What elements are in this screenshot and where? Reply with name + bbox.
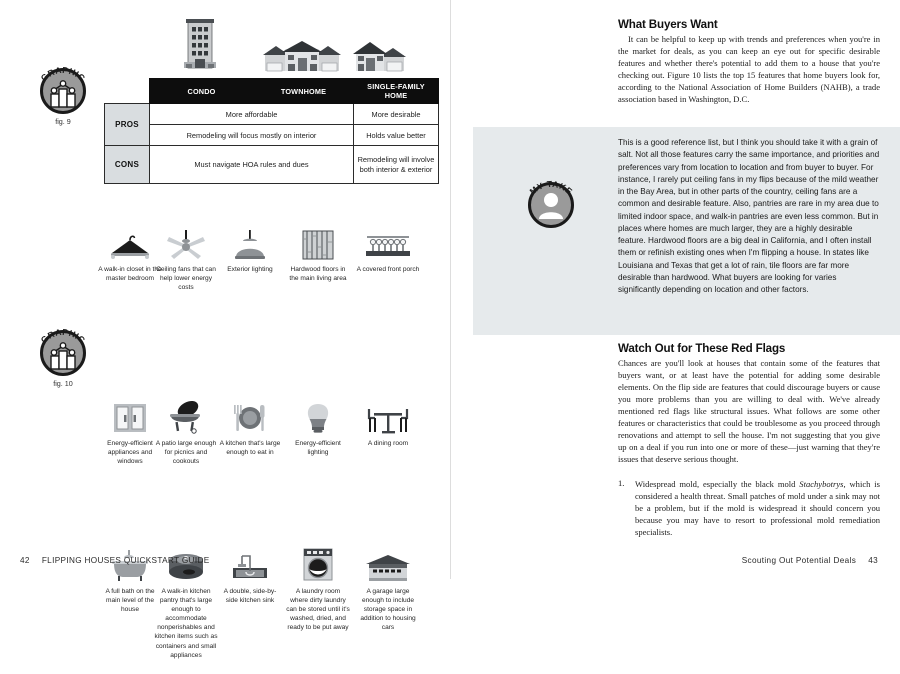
feature-caption: A patio large enough for picnics and cookouts xyxy=(155,440,217,466)
right-footer-title: Scouting Out Potential Deals xyxy=(741,556,857,565)
cell-pros2-single-family: Holds value better xyxy=(354,125,439,146)
bar-chart-icon xyxy=(40,68,86,114)
right-page-footer xyxy=(742,556,878,565)
svg-text:GRAPHIC: GRAPHIC xyxy=(38,326,88,346)
header-blank xyxy=(105,79,150,104)
icon-art xyxy=(98,396,162,434)
bar-chart-icon xyxy=(40,330,86,376)
list-text-before: Widespread mold, especially the black mold xyxy=(635,479,800,489)
left-page xyxy=(0,0,450,659)
feature-caption: A walk-in closet in the master bedroom xyxy=(98,266,162,283)
icon-art xyxy=(356,396,420,434)
left-footer-title: FLIPPING HOUSES QUICKSTART GUIDE xyxy=(41,556,210,565)
feature-cell-kitchen-sink xyxy=(218,544,282,605)
feature-caption: A double, side-by-side kitchen sink xyxy=(223,588,277,605)
front-porch-icon xyxy=(365,234,411,260)
list-item xyxy=(618,478,880,538)
townhome-icon-cell xyxy=(252,39,352,78)
single-family-house-icon xyxy=(352,39,406,73)
right-page xyxy=(450,0,900,579)
list-item-number: 1. xyxy=(618,478,625,488)
svg-text:MY TAKE: MY TAKE xyxy=(527,178,575,197)
feature-caption: Energy-efficient lighting xyxy=(295,440,341,457)
comparison-figure xyxy=(104,20,435,184)
condo-building-icon xyxy=(178,15,222,73)
badge-ring xyxy=(527,178,575,228)
feature-cell-hardwood xyxy=(286,222,350,283)
icon-art xyxy=(98,222,162,260)
icon-art xyxy=(218,544,282,582)
bbq-grill-icon xyxy=(167,400,205,434)
feature-caption: Ceiling fans that can help lower energy costs xyxy=(156,266,216,292)
table-row xyxy=(105,104,439,125)
table-header-row xyxy=(105,79,439,104)
feature-caption: Hardwood floors in the main living area xyxy=(289,266,347,283)
feature-cell-efficient-lighting xyxy=(286,396,350,457)
red-flags-list xyxy=(618,478,880,538)
icon-art xyxy=(286,544,350,582)
graphic-badge-fig9 xyxy=(32,64,94,126)
section-red-flags xyxy=(618,342,880,465)
feature-caption: A full bath on the main level of the house xyxy=(105,588,155,614)
hardwood-floor-icon xyxy=(302,230,334,260)
icon-art xyxy=(286,222,350,260)
table-row xyxy=(105,146,439,184)
section-paragraph-what-buyers-want: It can be helpful to keep up with trends and preferences when you're in the market for deals, as you can keep an eye out for specific desirable features and whether there's potential to add them to a house that you're checking out. Figure 10 lists the top 15 features that home buyers look for, according to the National Association of Home Builders (NAHB), a trade association based in Washington, D.C. xyxy=(618,34,880,104)
single-family-icon-cell xyxy=(352,39,402,78)
section-paragraph-red-flags: Chances are you'll look at houses that contain some of the features that buyers want, or at least have the potential for adding some desirable elements. On the flip side are features that could discourage buyers or cause you more problems than you are willing to deal with. We've already mentioned red flags like structural issues. What follows are some other features or characteristics that could be troublesome as you proceed through renovations and attempt to sell the house. I'm not suggesting that you give up on a deal if you run into one or more of these—just warning that they're issues that deserve serious thought. xyxy=(618,358,880,464)
feature-cell-garage xyxy=(356,544,420,632)
list-text-italic: Stachybotrys xyxy=(799,479,844,489)
feature-caption: A kitchen that's large enough to eat in xyxy=(219,440,281,457)
section-heading-what-buyers-want: What Buyers Want xyxy=(618,18,718,31)
my-take-text: This is a good reference list, but I think you should take it with a grain of salt. Not all those features carry the same importance, and priorities and preferences vary from location to location and from buyer to buyer. For instance, I rarely put ceiling fans in my flips because of the mild weather in the Bay Area, but in other parts of the country, ceiling fans are a common and desirable feature. Also, pantries are rare in my area due to limited indoor space, and walk-in pantries are even less common. But in places where homes are much larger, they are a highly desirable feature. Hardwood floors are a big deal in California, and I often install them or refinish existing ones when I'm flipping a house. In states like Louisiana and Texas that get a lot of rain, tile floors are far more desirable than hardwood. What buyers are looking for varies significantly depending on location and other factors. xyxy=(618,138,880,294)
list-item-text xyxy=(635,478,880,538)
cell-pros-single-family: More desirable xyxy=(354,104,439,125)
cell-cons-condo-townhome: Must navigate HOA rules and dues xyxy=(150,146,354,184)
feature-cell-patio-grill xyxy=(154,396,218,466)
feature-cell-windows xyxy=(98,396,162,466)
badge-ring xyxy=(38,64,88,114)
icon-art xyxy=(218,396,282,434)
column-header-single-family: SINGLE-FAMILY HOME xyxy=(354,79,439,104)
clothes-hanger-icon xyxy=(109,234,151,260)
left-page-number: 42 xyxy=(20,556,30,565)
condo-icon-cell xyxy=(148,15,252,78)
cell-cons-single-family: Remodeling will involve both interior & exterior xyxy=(354,146,439,184)
table-row xyxy=(105,125,439,146)
kitchen-sink-icon xyxy=(232,552,268,582)
icon-art xyxy=(218,222,282,260)
dining-table-icon xyxy=(367,404,409,434)
icon-art xyxy=(154,222,218,260)
my-take-callout xyxy=(473,127,900,335)
figure-label: fig. 9 xyxy=(55,117,71,126)
comparison-table xyxy=(104,78,439,184)
feature-icon-row-2 xyxy=(96,396,436,466)
feature-caption: A garage large enough to include storage space in addition to housing cars xyxy=(360,588,416,632)
light-bulb-icon xyxy=(303,402,333,434)
plate-cutlery-icon xyxy=(231,402,269,434)
feature-cell-kitchen-eat-in xyxy=(218,396,282,457)
house-icon-row xyxy=(104,20,404,78)
cell-pros-condo-townhome: More affordable xyxy=(150,104,354,125)
feature-caption: Exterior lighting xyxy=(227,266,273,273)
column-header-condo: CONDO xyxy=(150,79,254,104)
icon-art xyxy=(356,222,420,260)
icon-art xyxy=(286,396,350,434)
feature-cell-ceiling-fan xyxy=(154,222,218,292)
graphic-badge-fig10 xyxy=(32,326,94,388)
feature-caption: A walk-in kitchen pantry that's large enough to accommodate nonperishables and kitchen items such as containers and small appliances xyxy=(154,588,218,659)
feature-cell-porch xyxy=(356,222,420,274)
my-take-badge xyxy=(520,178,582,228)
feature-caption: A dining room xyxy=(367,440,409,447)
list-text-after: , which is considered a health threat. Small patches of mold under a sink may not be a problem, but if the mold is widespread it should concern you because you may have to resort to professional mold remediation specialists. xyxy=(635,479,880,537)
figure-label: fig. 10 xyxy=(53,379,73,388)
townhome-row-icon xyxy=(263,39,341,73)
feature-caption: Energy-efficient appliances and windows xyxy=(107,440,153,466)
washing-machine-icon xyxy=(302,548,334,582)
feature-cell-dining-room xyxy=(356,396,420,448)
feature-caption: A laundry room where dirty laundry can be stored until it's washed, dried, and ready to be put away xyxy=(286,588,350,632)
badge-ring xyxy=(38,326,88,376)
section-what-buyers-want xyxy=(618,18,880,105)
column-header-townhome: TOWNHOME xyxy=(254,79,354,104)
right-page-number: 43 xyxy=(868,556,878,565)
feature-cell-laundry xyxy=(286,544,350,632)
cell-pros2-condo-townhome: Remodeling will focus mostly on interior xyxy=(150,125,354,146)
feature-icon-row-1 xyxy=(96,222,436,292)
left-page-footer xyxy=(20,556,210,565)
row-header-cons: CONS xyxy=(105,146,150,184)
svg-text:GRAPHIC: GRAPHIC xyxy=(38,64,88,84)
icon-art xyxy=(154,396,218,434)
person-avatar-icon xyxy=(528,182,574,228)
feature-caption: A covered front porch xyxy=(356,266,420,273)
icon-art xyxy=(356,544,420,582)
section-heading-red-flags: Watch Out for These Red Flags xyxy=(618,342,786,355)
feature-cell-full-bath xyxy=(98,544,162,614)
feature-cell-closet xyxy=(98,222,162,283)
garage-icon xyxy=(365,554,411,582)
window-icon xyxy=(113,402,147,434)
bathtub-icon xyxy=(109,550,151,582)
ceiling-fan-icon xyxy=(165,230,207,260)
pendant-light-icon xyxy=(230,230,270,260)
row-header-pros: PROS xyxy=(105,104,150,146)
feature-cell-exterior-light xyxy=(218,222,282,274)
